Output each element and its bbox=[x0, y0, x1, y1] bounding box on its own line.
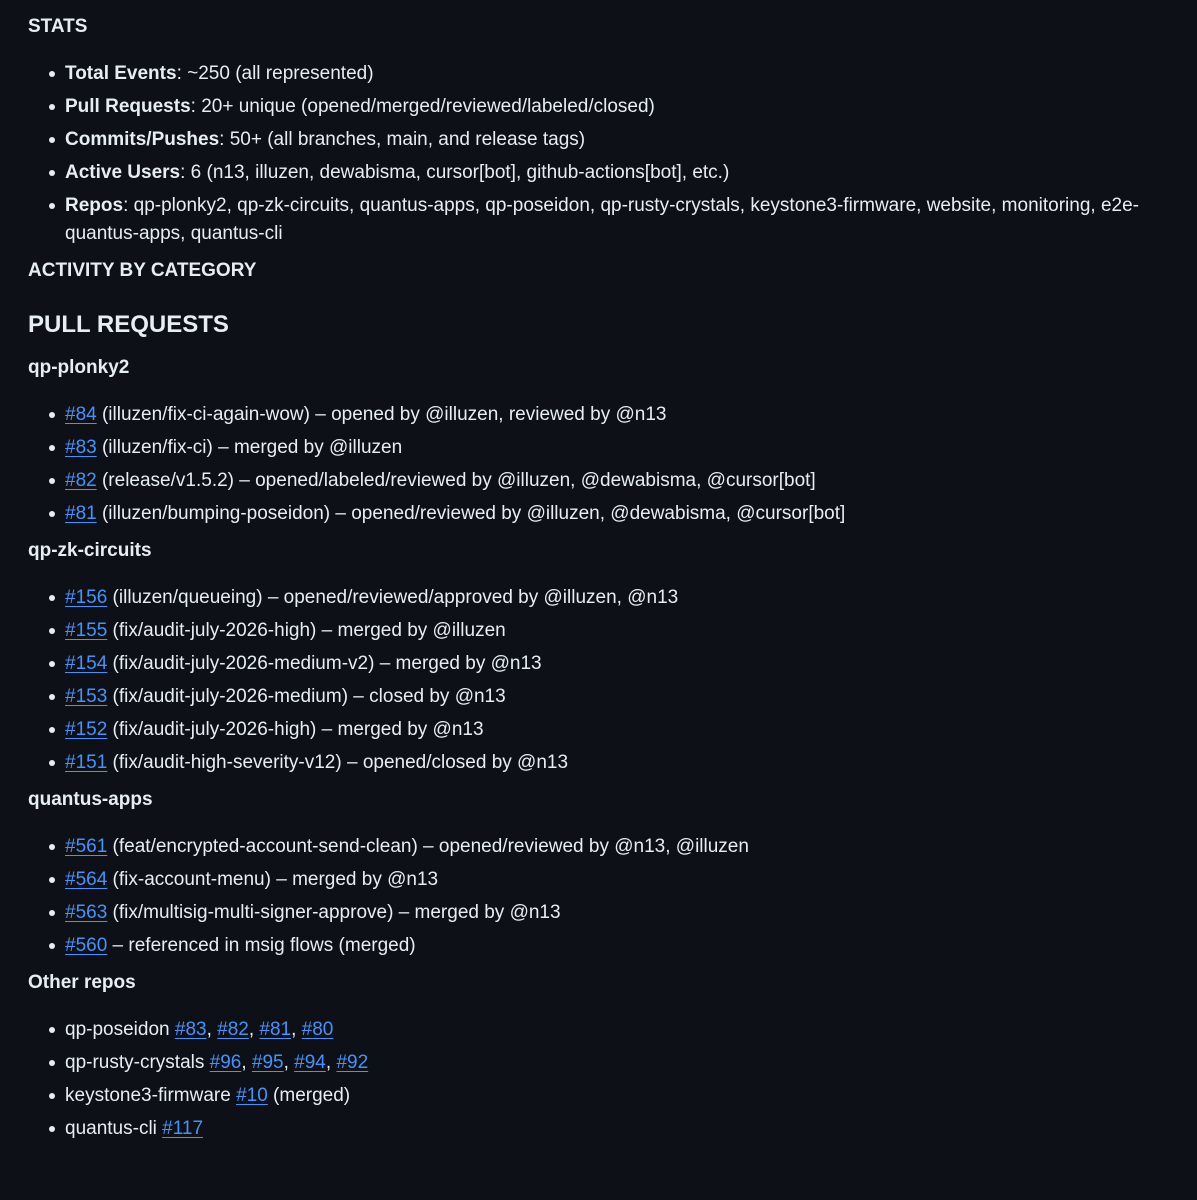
repo-name: keystone3-firmware bbox=[65, 1085, 231, 1106]
list-item bbox=[65, 93, 1178, 121]
pr-link[interactable]: #83 bbox=[65, 437, 97, 458]
list-item bbox=[65, 434, 1178, 462]
pr-link[interactable]: #154 bbox=[65, 653, 108, 674]
pr-link[interactable]: #563 bbox=[65, 902, 108, 923]
list-item bbox=[65, 650, 1178, 678]
pr-link[interactable]: #80 bbox=[301, 1019, 334, 1040]
activity-heading: ACTIVITY BY CATEGORY bbox=[28, 260, 257, 281]
stat-value: : 20+ unique (opened/merged/reviewed/labeled/closed) bbox=[190, 96, 655, 117]
pull-requests-heading: PULL REQUESTS bbox=[28, 311, 229, 338]
list-item bbox=[65, 584, 1178, 612]
list-item bbox=[65, 683, 1178, 711]
pr-text: (fix/audit-high-severity-v12) – opened/closed by @n13 bbox=[107, 752, 569, 773]
pr-text: (fix/multisig-multi-signer-approve) – merged by @n13 bbox=[107, 902, 561, 923]
pr-list-quantus-apps bbox=[28, 833, 1178, 960]
pr-list-other bbox=[28, 1016, 1178, 1143]
list-item bbox=[65, 749, 1178, 777]
pr-link[interactable]: #10 bbox=[236, 1085, 268, 1106]
pr-text: (feat/encrypted-account-send-clean) – opened/reviewed by @n13, @illuzen bbox=[107, 836, 749, 857]
stat-value: : qp-plonky2, qp-zk-circuits, quantus-apps, qp-poseidon, qp-rusty-crystals, keystone3-firmware, website, monitoring, e2e-quantus-apps, quantus-cli bbox=[65, 195, 1139, 244]
stats-heading: STATS bbox=[28, 16, 88, 37]
list-item bbox=[65, 1082, 1178, 1110]
pr-link[interactable]: #152 bbox=[65, 719, 108, 740]
list-item bbox=[65, 1115, 1178, 1143]
pr-link[interactable]: #155 bbox=[65, 620, 108, 641]
stat-label: Active Users bbox=[65, 162, 181, 183]
repo-heading-qp-plonky2: qp-plonky2 bbox=[28, 357, 130, 378]
pr-list-qp-plonky2 bbox=[28, 401, 1178, 528]
pr-link[interactable]: #117 bbox=[162, 1118, 204, 1139]
repo-name: qp-poseidon bbox=[65, 1019, 170, 1040]
list-item bbox=[65, 500, 1178, 528]
list-item bbox=[65, 467, 1178, 495]
repo-name: qp-rusty-crystals bbox=[65, 1052, 205, 1073]
pr-text: (fix/audit-july-2026-high) – merged by @n13 bbox=[107, 719, 484, 740]
pr-link[interactable]: #156 bbox=[65, 587, 108, 608]
list-item bbox=[65, 126, 1178, 154]
repo-heading-other: Other repos bbox=[28, 972, 136, 993]
stats-list bbox=[28, 60, 1178, 248]
repo-name: quantus-cli bbox=[65, 1118, 157, 1139]
stat-value: : ~250 (all represented) bbox=[176, 63, 374, 84]
pr-text: – referenced in msig flows (merged) bbox=[107, 935, 416, 956]
stat-label: Commits/Pushes bbox=[65, 129, 220, 150]
pr-link[interactable]: #153 bbox=[65, 686, 108, 707]
pr-text: (illuzen/bumping-poseidon) – opened/reviewed by @illuzen, @dewabisma, @cursor[bot] bbox=[96, 503, 846, 524]
stat-value: : 6 (n13, illuzen, dewabisma, cursor[bot], github-actions[bot], etc.) bbox=[180, 162, 730, 183]
stat-label: Pull Requests bbox=[65, 96, 191, 117]
stat-value: : 50+ (all branches, main, and release tags) bbox=[219, 129, 586, 150]
pr-link[interactable]: #564 bbox=[65, 869, 108, 890]
pr-link[interactable]: #151 bbox=[65, 752, 108, 773]
pr-link[interactable]: #560 bbox=[65, 935, 108, 956]
pr-link[interactable]: #83 bbox=[174, 1019, 207, 1040]
pr-link[interactable]: #82 bbox=[65, 470, 97, 491]
pr-text: (fix/audit-july-2026-high) – merged by @illuzen bbox=[107, 620, 506, 641]
repo-heading-qp-zk-circuits: qp-zk-circuits bbox=[28, 540, 152, 561]
list-item: qp-rusty-crystals #96, #95, #94, #92 bbox=[65, 1049, 1178, 1077]
list-item bbox=[65, 716, 1178, 744]
list-item bbox=[65, 866, 1178, 894]
list-item bbox=[65, 192, 1178, 248]
list-item bbox=[65, 833, 1178, 861]
pr-link[interactable]: #95 bbox=[251, 1052, 284, 1073]
pr-link[interactable]: #82 bbox=[217, 1019, 249, 1040]
pr-text: (release/v1.5.2) – opened/labeled/reviewed by @illuzen, @dewabisma, @cursor[bot] bbox=[96, 470, 816, 491]
pr-text: (merged) bbox=[267, 1085, 351, 1106]
list-item bbox=[65, 617, 1178, 645]
stat-label: Total Events bbox=[65, 63, 177, 84]
pr-link[interactable]: #81 bbox=[65, 503, 97, 524]
list-item bbox=[65, 60, 1178, 88]
pr-text: (fix/audit-july-2026-medium) – closed by @n13 bbox=[107, 686, 506, 707]
list-item: qp-poseidon #83, #82, #81, #80 bbox=[65, 1016, 1178, 1044]
pr-text: (illuzen/fix-ci) – merged by @illuzen bbox=[96, 437, 403, 458]
list-item bbox=[65, 159, 1178, 187]
list-item bbox=[65, 932, 1178, 960]
repo-heading-quantus-apps: quantus-apps bbox=[28, 789, 153, 810]
pr-link[interactable]: #94 bbox=[294, 1052, 326, 1073]
pr-link[interactable]: #92 bbox=[336, 1052, 369, 1073]
list-item bbox=[65, 401, 1178, 429]
pr-text: (illuzen/queueing) – opened/reviewed/approved by @illuzen, @n13 bbox=[107, 587, 679, 608]
pr-text: (fix/audit-july-2026-medium-v2) – merged by @n13 bbox=[107, 653, 542, 674]
pr-text: (illuzen/fix-ci-again-wow) – opened by @illuzen, reviewed by @n13 bbox=[96, 404, 667, 425]
pr-link[interactable]: #96 bbox=[209, 1052, 242, 1073]
pr-link[interactable]: #81 bbox=[259, 1019, 292, 1040]
stat-label: Repos bbox=[65, 195, 124, 216]
pr-link[interactable]: #84 bbox=[65, 404, 97, 425]
pr-list-qp-zk-circuits bbox=[28, 584, 1178, 777]
pr-link[interactable]: #561 bbox=[65, 836, 108, 857]
list-item bbox=[65, 899, 1178, 927]
pr-text: (fix-account-menu) – merged by @n13 bbox=[107, 869, 439, 890]
